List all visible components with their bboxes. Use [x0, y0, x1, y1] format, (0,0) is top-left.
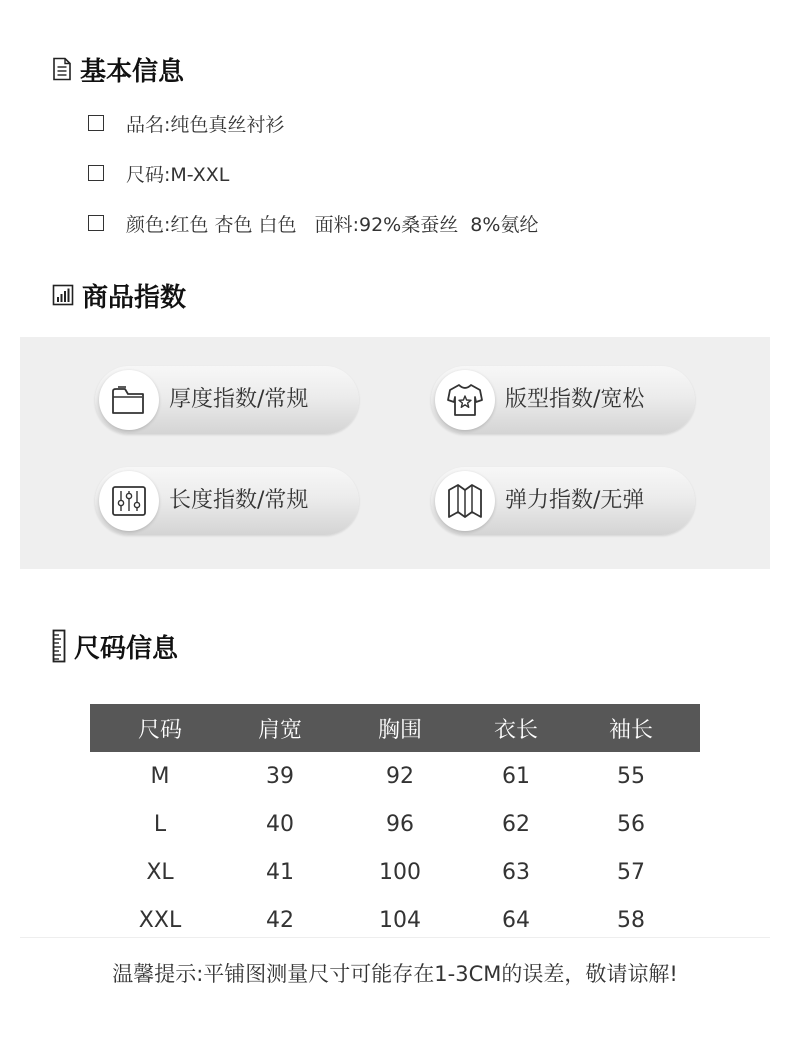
table-cell: 61 [502, 763, 530, 789]
table-cell: 42 [266, 907, 294, 933]
column-header: 胸围 [330, 704, 470, 752]
info-text: 品名:纯色真丝衬衫 [126, 113, 285, 136]
checkbox[interactable] [88, 115, 104, 131]
table-cell: M [150, 763, 170, 789]
folded-map-icon [435, 471, 495, 531]
table-cell: 63 [502, 859, 530, 885]
table-cell: 41 [266, 859, 294, 885]
section-title: 商品指数 [82, 282, 187, 313]
table-row [90, 848, 700, 896]
column-header: 肩宽 [230, 704, 330, 752]
table-cell: 57 [617, 859, 645, 885]
table-cell: 56 [617, 811, 645, 837]
index-pill-length [95, 467, 359, 535]
divider [20, 937, 770, 938]
section-title: 尺码信息 [74, 633, 179, 664]
index-pill-thickness [95, 366, 359, 434]
size-table [90, 704, 700, 944]
table-cell: 58 [617, 907, 645, 933]
table-header-row [90, 704, 700, 752]
index-label: 长度指数/常规 [169, 488, 309, 513]
checkbox[interactable] [88, 165, 104, 181]
info-row-size [88, 160, 229, 186]
section-title: 基本信息 [80, 56, 185, 87]
table-cell: XL [146, 859, 174, 885]
document-icon [52, 57, 72, 81]
table-cell: 96 [386, 811, 414, 837]
table-row [90, 800, 700, 848]
table-cell: XXL [138, 907, 182, 933]
column-header: 袖长 [562, 704, 700, 752]
index-pill-fit [431, 366, 695, 434]
table-cell: 62 [502, 811, 530, 837]
index-label: 厚度指数/常规 [169, 387, 309, 412]
folder-icon [99, 370, 159, 430]
info-row-color-fabric [88, 210, 538, 236]
tshirt-icon [435, 370, 495, 430]
info-text: 尺码:M-XXL [126, 163, 230, 186]
table-cell: 55 [617, 763, 645, 789]
measurement-notice: 温馨提示:平铺图测量尺寸可能存在1-3CM的误差，敬请谅解! [112, 962, 678, 986]
sliders-icon [99, 471, 159, 531]
section-size-info [52, 628, 178, 664]
table-cell: 92 [386, 763, 414, 789]
table-cell: 40 [266, 811, 294, 837]
info-row-product-name [88, 110, 284, 136]
table-cell: 100 [379, 859, 421, 885]
table-cell: 104 [379, 907, 421, 933]
bar-chart-icon [52, 284, 74, 306]
ruler-icon [52, 629, 66, 663]
index-label: 版型指数/宽松 [505, 387, 645, 412]
column-header: 尺码 [90, 704, 230, 752]
index-label: 弹力指数/无弹 [505, 488, 645, 513]
column-header: 衣长 [470, 704, 562, 752]
index-panel [20, 337, 770, 569]
table-cell: 64 [502, 907, 530, 933]
section-product-index [52, 277, 186, 313]
info-text: 颜色:红色 杏色 白色 面料:92%桑蚕丝 8%氨纶 [126, 213, 539, 236]
checkbox[interactable] [88, 215, 104, 231]
table-cell: 39 [266, 763, 294, 789]
index-pill-elasticity [431, 467, 695, 535]
table-cell: L [153, 811, 167, 837]
section-basic-info [52, 51, 184, 87]
table-row [90, 752, 700, 800]
